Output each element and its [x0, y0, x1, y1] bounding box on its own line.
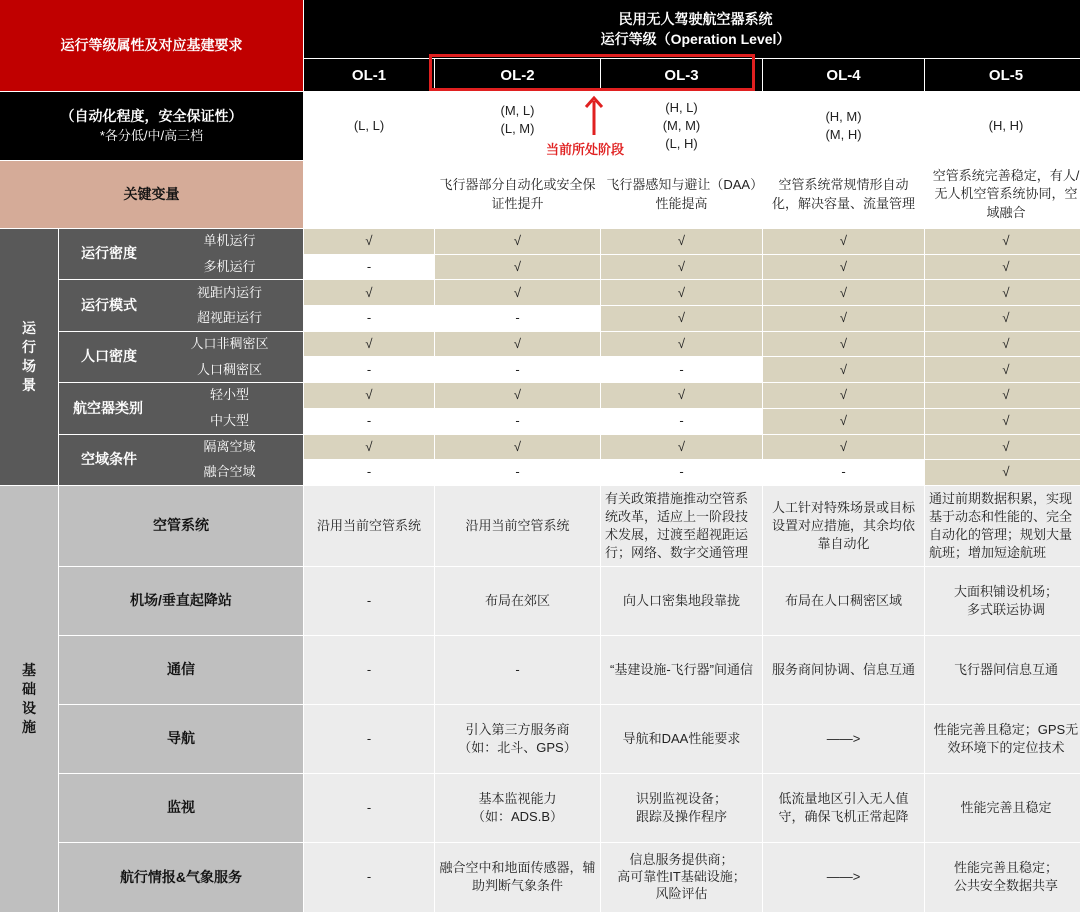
current-stage-highlight [429, 54, 755, 91]
scenario-cell: √ [601, 332, 762, 357]
scenario-category-label: 运行密度 [81, 245, 137, 262]
scenario-cell: √ [763, 229, 924, 254]
infra-cell: 融合空中和地面传感器，辅助判断气象条件 [435, 843, 600, 912]
scenario-category-label: 航空器类别 [73, 399, 143, 416]
scenario-cell: √ [435, 383, 600, 408]
up-arrow-icon [584, 95, 604, 135]
system-title-sub: 运行等级（Operation Level） [600, 31, 791, 47]
scenario-cell: - [601, 357, 762, 382]
automation-label-note: *各分低/中/高三档 [99, 127, 204, 143]
scenario-cell: √ [435, 332, 600, 357]
scenario-row-label: 人口非稠密区 [156, 332, 303, 357]
scenario-row-label: 中大型 [156, 409, 303, 434]
scenario-category-label: 人口密度 [81, 348, 137, 365]
scenario-cell: - [304, 409, 434, 434]
scenario-cell: √ [925, 229, 1080, 254]
scenario-cell: - [435, 357, 600, 382]
scenario-cell: √ [304, 435, 434, 460]
scenario-row-label: 单机运行 [156, 229, 303, 254]
level-header-ol2: OL-2 [435, 59, 600, 91]
scenario-cell: √ [925, 306, 1080, 331]
scenario-cell: √ [925, 280, 1080, 305]
infra-cell: 引入第三方服务商 （如：北斗、GPS） [435, 705, 600, 773]
scenario-cell: √ [601, 280, 762, 305]
infra-cell: 向人口密集地段靠拢 [601, 567, 762, 635]
scenario-cell: √ [925, 357, 1080, 382]
scenario-row-label: 轻小型 [156, 383, 303, 408]
infra-cell: 人工针对特殊场景或目标设置对应措施，其余均依靠自动化 [763, 486, 924, 566]
scenario-cell: √ [763, 332, 924, 357]
infra-cell: 布局在人口稠密区域 [763, 567, 924, 635]
automation-label [0, 92, 303, 160]
infra-cell: 信息服务提供商； 高可靠性IT基础设施； 风险评估 [601, 843, 762, 912]
infra-cell: - [304, 843, 434, 912]
scenario-cell: √ [601, 306, 762, 331]
scenario-cell: √ [925, 409, 1080, 434]
corner-label: 运行等级属性及对应基建要求 [0, 0, 303, 91]
infra-cell: 通过前期数据积累，实现基于动态和性能的、完全自动化的管理；规划大量航班；增加短途航班 [925, 486, 1080, 566]
scenario-cell: √ [925, 255, 1080, 280]
infra-cell: 服务商间协调、信息互通 [763, 636, 924, 704]
scenario-cell: - [435, 460, 600, 485]
infra-cell: 性能完善且稳定 [925, 774, 1080, 842]
scenario-cell: √ [435, 255, 600, 280]
key-variable-ol3: 飞行器感知与避让（DAA）性能提高 [601, 161, 762, 228]
scenario-cell: √ [925, 383, 1080, 408]
scenario-cell: - [435, 409, 600, 434]
system-title [304, 0, 1080, 58]
key-variable-ol4: 空管系统常规情形自动化，解决容量、流量管理 [763, 161, 924, 228]
scenario-row-label: 隔离空域 [156, 435, 303, 460]
key-variable-ol2: 飞行器部分自动化或安全保证性提升 [435, 161, 600, 228]
infra-cell: - [304, 774, 434, 842]
infra-cell: 低流量地区引入无人值守，确保飞机正常起降 [763, 774, 924, 842]
scenario-cell: - [763, 460, 924, 485]
key-variables-label: 关键变量 [0, 161, 303, 228]
scenario-cell: √ [925, 435, 1080, 460]
infra-cell: 大面积铺设机场； 多式联运协调 [925, 567, 1080, 635]
automation-label-main: （自动化程度，安全保证性） [60, 108, 243, 125]
scenario-cell: √ [435, 229, 600, 254]
infra-cell: ——> [763, 705, 924, 773]
scenario-category-label: 运行模式 [81, 296, 137, 313]
scenario-cell: √ [601, 383, 762, 408]
infra-row-label: 航行情报&气象服务 [59, 843, 303, 912]
scenario-cell: - [304, 306, 434, 331]
scenario-cell: √ [763, 280, 924, 305]
scenario-cell: √ [763, 409, 924, 434]
infra-cell: 有关政策措施推动空管系统改革，适应上一阶段技术发展，过渡至超视距运行；网络、数字交通管理 [601, 486, 762, 566]
infra-row-label: 机场/垂直起降站 [59, 567, 303, 635]
scenarios-label: 运行场景 [0, 229, 58, 485]
infra-cell: 基本监视能力 （如：ADS.B） [435, 774, 600, 842]
automation-value-ol3: (H, L) (M, M) (L, H) [601, 92, 762, 160]
scenario-cell: √ [304, 332, 434, 357]
scenario-cell: - [304, 255, 434, 280]
infra-cell: 性能完善且稳定； 公共安全数据共享 [925, 843, 1080, 912]
scenario-cell: √ [435, 280, 600, 305]
scenario-category-label: 空域条件 [81, 450, 137, 467]
scenario-row-label: 人口稠密区 [156, 357, 303, 382]
scenario-cell: - [601, 409, 762, 434]
infra-row-label: 通信 [59, 636, 303, 704]
infra-row-label: 监视 [59, 774, 303, 842]
infra-cell: 沿用当前空管系统 [435, 486, 600, 566]
scenario-row-label: 超视距运行 [156, 306, 303, 331]
infra-cell: - [304, 636, 434, 704]
infra-cell: - [304, 705, 434, 773]
scenario-cell: √ [763, 255, 924, 280]
scenario-row-label: 视距内运行 [156, 280, 303, 305]
scenario-cell: - [304, 357, 434, 382]
infra-cell: 飞行器间信息互通 [925, 636, 1080, 704]
level-header-ol5: OL-5 [925, 59, 1080, 91]
scenario-cell: √ [304, 229, 434, 254]
infra-cell: 布局在郊区 [435, 567, 600, 635]
scenario-cell: √ [763, 435, 924, 460]
scenario-row-label: 融合空域 [156, 460, 303, 485]
automation-value-ol2: (M, L) (L, M) [435, 92, 600, 160]
level-header-ol3: OL-3 [601, 59, 762, 91]
scenario-cell: √ [925, 332, 1080, 357]
scenario-cell: √ [601, 229, 762, 254]
infra-cell: 性能完善且稳定；GPS无效环境下的定位技术 [925, 705, 1080, 773]
scenario-cell: √ [763, 357, 924, 382]
scenario-cell: - [601, 460, 762, 485]
scenario-cell: √ [601, 255, 762, 280]
system-title-main: 民用无人驾驶航空器系统 [618, 10, 773, 27]
automation-value-ol4: (H, M) (M, H) [763, 92, 924, 160]
scenario-cell: √ [304, 280, 434, 305]
infrastructure-label: 基础设施 [0, 486, 58, 912]
infra-cell: ——> [763, 843, 924, 912]
infra-cell: - [304, 567, 434, 635]
current-stage-label: 当前所处阶段 [546, 142, 625, 157]
infra-cell: - [435, 636, 600, 704]
automation-value-ol1: (L, L) [304, 92, 434, 160]
scenario-row-label: 多机运行 [156, 255, 303, 280]
scenario-cell: √ [304, 383, 434, 408]
infra-cell: 识别监视设备； 跟踪及操作程序 [601, 774, 762, 842]
scenario-cell: √ [763, 306, 924, 331]
automation-value-ol5: (H, H) [925, 92, 1080, 160]
scenario-cell: √ [925, 460, 1080, 485]
scenario-cell: √ [601, 435, 762, 460]
infra-row-label: 导航 [59, 705, 303, 773]
scenario-cell: √ [763, 383, 924, 408]
infra-cell: 沿用当前空管系统 [304, 486, 434, 566]
scenario-cell: √ [435, 435, 600, 460]
infra-cell: 导航和DAA性能要求 [601, 705, 762, 773]
infra-row-label: 空管系统 [59, 486, 303, 566]
scenario-cell: - [304, 460, 434, 485]
key-variable-ol1 [304, 161, 434, 228]
level-header-ol1: OL-1 [304, 59, 434, 91]
infra-cell: “基建设施-飞行器”间通信 [601, 636, 762, 704]
level-header-ol4: OL-4 [763, 59, 924, 91]
scenario-cell: - [435, 306, 600, 331]
key-variable-ol5: 空管系统完善稳定，有人/无人机空管系统协同，空域融合 [925, 161, 1080, 228]
